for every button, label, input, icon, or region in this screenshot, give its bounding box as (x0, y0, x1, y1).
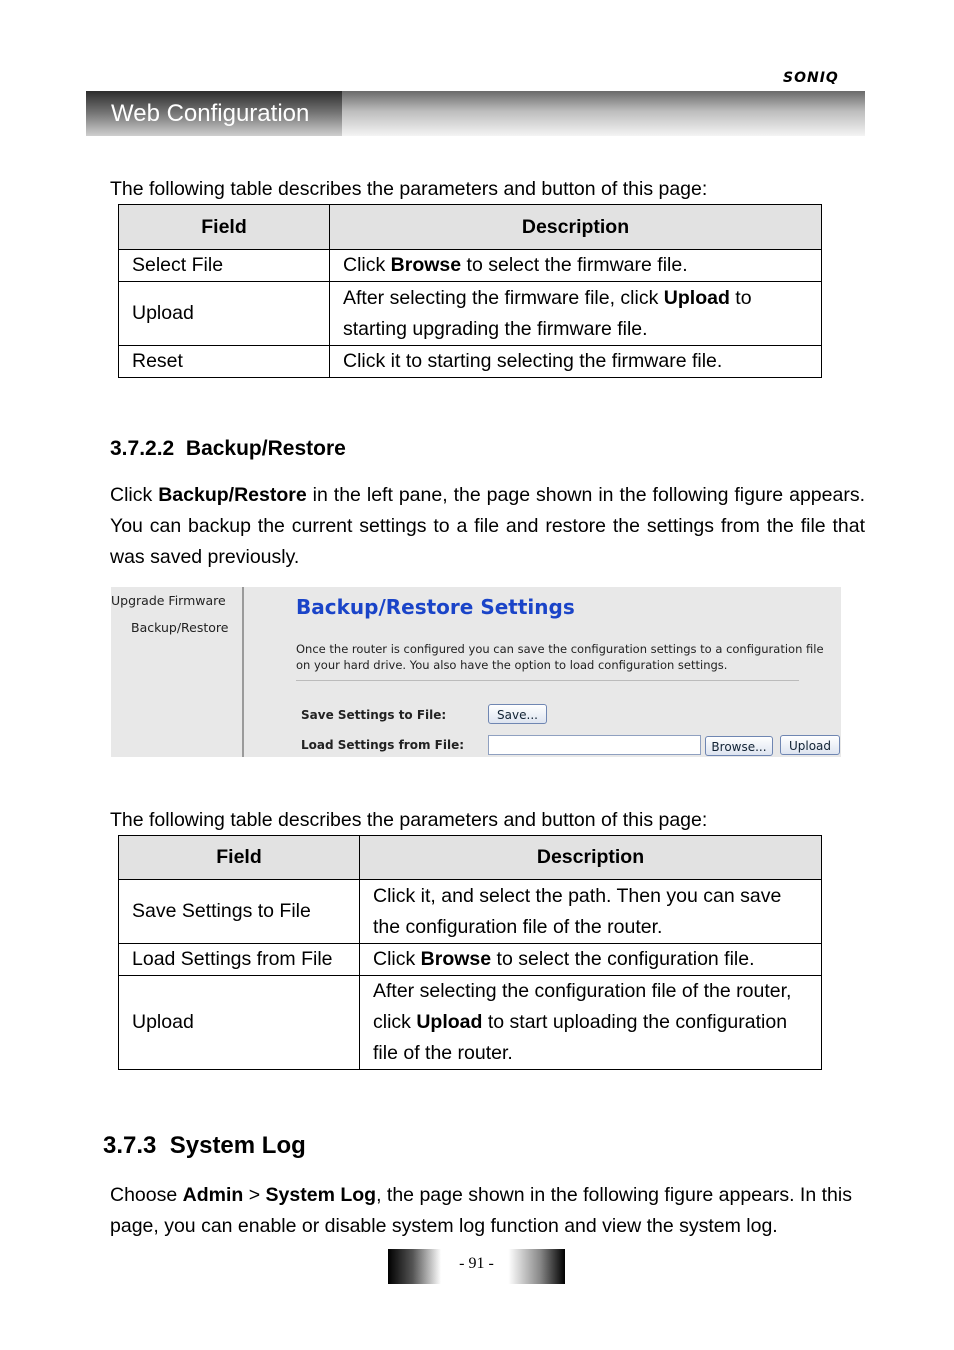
cell-field: Load Settings from File (119, 944, 360, 976)
nav-backup-restore[interactable]: Backup/Restore (131, 620, 229, 635)
section-heading-system-log: 3.7.3 System Log (103, 1132, 306, 1159)
header-description: Description (330, 205, 822, 250)
pane-divider (242, 587, 244, 757)
cell-description: Click Browse to select the firmware file. (330, 250, 822, 282)
header-field: Field (119, 205, 330, 250)
table-row (119, 250, 822, 282)
header-title: Web Configuration (111, 100, 310, 127)
section-heading-backup: 3.7.2.2 Backup/Restore (110, 437, 346, 460)
cell-field: Select File (119, 250, 330, 282)
page-number: - 91 - (459, 1255, 494, 1272)
table2-intro: The following table describes the parameters and button of this page: (110, 809, 708, 831)
cell-field: Upload (119, 282, 330, 346)
table-row (119, 346, 822, 378)
table-header-row (119, 205, 822, 250)
settings-note: Once the router is configured you can save the configuration settings to a configuration file on your hard drive. You also have the option to load configuration settings. (296, 642, 824, 672)
cell-description: After selecting the firmware file, click Upload to starting upgrading the firmware file. (330, 282, 822, 346)
table-header-row (119, 836, 822, 880)
backup-table (118, 835, 822, 1070)
load-settings-label: Load Settings from File: (301, 738, 465, 752)
cell-field: Upload (119, 976, 360, 1070)
table-row (119, 282, 822, 346)
save-settings-label: Save Settings to File: (301, 708, 447, 722)
cell-description: Click it to starting selecting the firmware file. (330, 346, 822, 378)
cell-description: Click Browse to select the configuration file. (360, 944, 822, 976)
browse-button[interactable]: Browse... (705, 736, 773, 756)
header-field: Field (119, 836, 360, 880)
system-log-paragraph: Choose Admin > System Log, the page shown in the following figure appears. In this page, you can enable or disable system log function and view the system log. (110, 1184, 852, 1237)
brand-logo: SONIQ (783, 70, 839, 86)
file-path-input[interactable] (488, 735, 701, 755)
divider-line (296, 680, 799, 681)
save-button[interactable]: Save... (488, 704, 547, 724)
table-row (119, 880, 822, 944)
nav-upgrade-firmware[interactable]: Upgrade Firmware (111, 593, 226, 608)
table-row (119, 944, 822, 976)
table1-intro: The following table describes the parameters and button of this page: (110, 178, 708, 200)
cell-field: Reset (119, 346, 330, 378)
cell-description: After selecting the configuration file of the router, click Upload to start uploading the configuration file of the router. (360, 976, 822, 1070)
header-description: Description (360, 836, 822, 880)
backup-paragraph: Click Backup/Restore in the left pane, the page shown in the following figure appears. You can backup the current settings to a file and restore the settings from the file that was saved previously. (110, 484, 865, 568)
backup-restore-screenshot (111, 587, 841, 757)
upload-button[interactable]: Upload (780, 735, 840, 755)
table-row (119, 976, 822, 1070)
firmware-table (118, 204, 822, 378)
cell-field: Save Settings to File (119, 880, 360, 944)
cell-description: Click it, and select the path. Then you can save the configuration file of the router. (360, 880, 822, 944)
settings-heading: Backup/Restore Settings (296, 595, 575, 619)
